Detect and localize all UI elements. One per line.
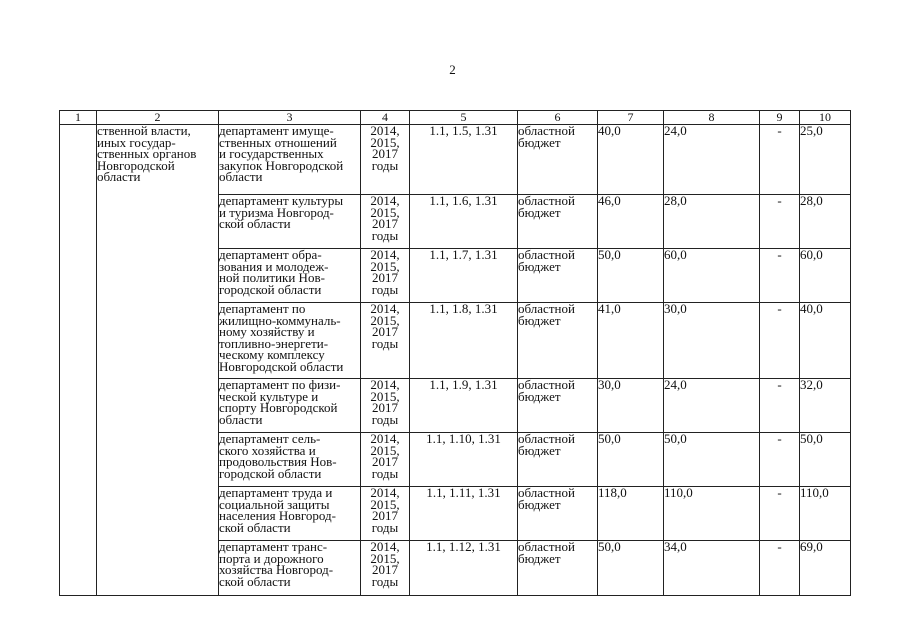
years-line: годы bbox=[371, 335, 399, 351]
years-line: годы bbox=[371, 465, 399, 481]
funding-source-cell bbox=[518, 195, 598, 249]
value-col7-cell: 50,0 bbox=[598, 541, 664, 596]
years-line: 2017 bbox=[372, 400, 398, 415]
department-line: городской области bbox=[219, 465, 322, 481]
department-line: городской области bbox=[219, 281, 322, 297]
department-cell bbox=[219, 487, 361, 541]
funding-source-line: областной bbox=[518, 485, 575, 500]
years-line: 2017 bbox=[372, 216, 398, 231]
header-cell-4: 4 bbox=[361, 111, 410, 125]
value-col8-cell: 28,0 bbox=[664, 195, 760, 249]
code-cell: 1.1, 1.9, 1.31 bbox=[410, 379, 518, 433]
funding-source-line: областной bbox=[518, 431, 575, 446]
header-cell-5: 5 bbox=[410, 111, 518, 125]
code-cell: 1.1, 1.12, 1.31 bbox=[410, 541, 518, 596]
department-line: ческой культуре и bbox=[219, 388, 319, 404]
value-col7-cell: 30,0 bbox=[598, 379, 664, 433]
funding-source-cell bbox=[518, 541, 598, 596]
department-line: ной политики Нов- bbox=[219, 270, 325, 285]
department-line: ского хозяйства и bbox=[219, 442, 316, 458]
authority-line: иных государ- bbox=[97, 134, 176, 150]
header-cell-6: 6 bbox=[518, 111, 598, 125]
value-col9-cell: - bbox=[760, 487, 800, 541]
value-col8-cell: 50,0 bbox=[664, 433, 760, 487]
years-cell bbox=[361, 195, 410, 249]
years-line: годы bbox=[371, 519, 399, 535]
department-line: департамент сель- bbox=[219, 431, 321, 446]
years-cell bbox=[361, 249, 410, 303]
years-line: 2015, bbox=[370, 496, 400, 512]
funding-source-line: областной bbox=[518, 247, 575, 262]
header-cell-2: 2 bbox=[97, 111, 219, 125]
table-body bbox=[60, 125, 851, 596]
header-cell-8: 8 bbox=[664, 111, 760, 125]
department-line: зования и молодеж- bbox=[219, 258, 329, 274]
years-cell bbox=[361, 541, 410, 596]
years-line: 2015, bbox=[370, 442, 400, 458]
department-line: области bbox=[219, 411, 263, 427]
funding-source-line: областной bbox=[518, 123, 575, 138]
budget-table bbox=[59, 110, 851, 596]
department-line: закупок Новгородской bbox=[219, 157, 344, 173]
years-line: 2017 bbox=[372, 562, 398, 577]
value-col10-cell: 50,0 bbox=[800, 433, 851, 487]
years-line: годы bbox=[371, 573, 399, 589]
years-cell bbox=[361, 433, 410, 487]
funding-source-cell bbox=[518, 303, 598, 379]
department-cell bbox=[219, 249, 361, 303]
department-line: населения Новгород- bbox=[219, 508, 336, 523]
years-line: годы bbox=[371, 281, 399, 297]
value-col9-cell: - bbox=[760, 433, 800, 487]
header-cell-1: 1 bbox=[60, 111, 97, 125]
value-col9-cell: - bbox=[760, 303, 800, 379]
value-col9-cell: - bbox=[760, 541, 800, 596]
header-cell-9: 9 bbox=[760, 111, 800, 125]
header-cell-10: 10 bbox=[800, 111, 851, 125]
funding-source-cell bbox=[518, 487, 598, 541]
department-line: департамент по bbox=[219, 301, 306, 316]
department-line: и государственных bbox=[219, 146, 324, 161]
years-line: 2017 bbox=[372, 454, 398, 469]
value-col10-cell: 110,0 bbox=[800, 487, 851, 541]
value-col9-cell: - bbox=[760, 195, 800, 249]
department-line: ской области bbox=[219, 519, 291, 535]
department-line: департамент обра- bbox=[219, 247, 322, 262]
value-col10-cell: 60,0 bbox=[800, 249, 851, 303]
funding-source-line: областной bbox=[518, 301, 575, 316]
years-line: годы bbox=[371, 157, 399, 173]
header-cell-7: 7 bbox=[598, 111, 664, 125]
header-cell-3: 3 bbox=[219, 111, 361, 125]
col2-merged-cell bbox=[97, 125, 219, 596]
department-line: департамент транс- bbox=[219, 539, 328, 554]
department-cell bbox=[219, 195, 361, 249]
department-line: ческому комплексу bbox=[219, 347, 325, 362]
years-line: 2015, bbox=[370, 204, 400, 220]
department-line: социальной защиты bbox=[219, 496, 330, 512]
department-line: порта и дорожного bbox=[219, 550, 324, 566]
department-line: хозяйства Новгород- bbox=[219, 562, 334, 577]
table-row bbox=[60, 125, 851, 195]
years-line: 2014, bbox=[370, 485, 400, 500]
value-col7-cell: 50,0 bbox=[598, 433, 664, 487]
funding-source-cell bbox=[518, 379, 598, 433]
code-cell: 1.1, 1.6, 1.31 bbox=[410, 195, 518, 249]
department-line: продовольствия Нов- bbox=[219, 454, 337, 469]
value-col10-cell: 40,0 bbox=[800, 303, 851, 379]
col1-merged-cell bbox=[60, 125, 97, 596]
department-cell bbox=[219, 379, 361, 433]
value-col10-cell: 28,0 bbox=[800, 195, 851, 249]
department-line: спорту Новгородской bbox=[219, 400, 338, 415]
years-line: 2014, bbox=[370, 377, 400, 392]
authority-line: области bbox=[97, 169, 141, 184]
funding-source-cell bbox=[518, 249, 598, 303]
years-line: 2015, bbox=[370, 388, 400, 404]
funding-source-cell bbox=[518, 433, 598, 487]
years-line: 2014, bbox=[370, 539, 400, 554]
value-col9-cell: - bbox=[760, 379, 800, 433]
department-line: Новгородской области bbox=[219, 358, 344, 374]
years-line: 2017 bbox=[372, 324, 398, 339]
department-line: ской области bbox=[219, 573, 291, 589]
department-line: департамент культуры bbox=[219, 193, 344, 208]
years-cell bbox=[361, 125, 410, 195]
years-line: 2014, bbox=[370, 431, 400, 446]
value-col7-cell: 40,0 bbox=[598, 125, 664, 195]
years-line: 2017 bbox=[372, 508, 398, 523]
value-col7-cell: 118,0 bbox=[598, 487, 664, 541]
funding-source-line: бюджет bbox=[518, 204, 561, 220]
years-line: 2017 bbox=[372, 270, 398, 285]
years-cell bbox=[361, 303, 410, 379]
authority-line: Новгородской bbox=[97, 157, 175, 173]
department-line: жилищно-коммуналь- bbox=[219, 312, 341, 328]
code-cell: 1.1, 1.8, 1.31 bbox=[410, 303, 518, 379]
value-col7-cell: 46,0 bbox=[598, 195, 664, 249]
value-col9-cell: - bbox=[760, 249, 800, 303]
years-line: 2014, bbox=[370, 301, 400, 316]
department-line: топливно-энергети- bbox=[219, 335, 329, 351]
department-line: и туризма Новгород- bbox=[219, 204, 334, 220]
department-line: департамент труда и bbox=[219, 485, 333, 500]
value-col8-cell: 30,0 bbox=[664, 303, 760, 379]
code-cell: 1.1, 1.5, 1.31 bbox=[410, 125, 518, 195]
page-number: 2 bbox=[449, 62, 456, 77]
years-cell bbox=[361, 379, 410, 433]
years-line: 2014, bbox=[370, 123, 400, 138]
funding-source-cell bbox=[518, 125, 598, 195]
funding-source-line: бюджет bbox=[518, 496, 561, 512]
funding-source-line: бюджет bbox=[518, 388, 561, 404]
years-line: 2017 bbox=[372, 146, 398, 161]
value-col8-cell: 34,0 bbox=[664, 541, 760, 596]
code-cell: 1.1, 1.7, 1.31 bbox=[410, 249, 518, 303]
code-cell: 1.1, 1.11, 1.31 bbox=[410, 487, 518, 541]
years-line: годы bbox=[371, 411, 399, 427]
years-line: 2015, bbox=[370, 258, 400, 274]
value-col10-cell: 32,0 bbox=[800, 379, 851, 433]
value-col8-cell: 24,0 bbox=[664, 379, 760, 433]
years-line: годы bbox=[371, 227, 399, 243]
department-line: области bbox=[219, 169, 263, 184]
value-col8-cell: 24,0 bbox=[664, 125, 760, 195]
department-line: ному хозяйству и bbox=[219, 324, 315, 339]
funding-source-line: бюджет bbox=[518, 550, 561, 566]
years-line: 2014, bbox=[370, 193, 400, 208]
years-line: 2015, bbox=[370, 134, 400, 150]
years-cell bbox=[361, 487, 410, 541]
years-line: 2015, bbox=[370, 550, 400, 566]
department-cell bbox=[219, 433, 361, 487]
funding-source-line: бюджет bbox=[518, 258, 561, 274]
funding-source-line: областной bbox=[518, 193, 575, 208]
value-col8-cell: 110,0 bbox=[664, 487, 760, 541]
value-col7-cell: 50,0 bbox=[598, 249, 664, 303]
value-col8-cell: 60,0 bbox=[664, 249, 760, 303]
department-cell bbox=[219, 303, 361, 379]
department-cell bbox=[219, 541, 361, 596]
years-line: 2015, bbox=[370, 312, 400, 328]
funding-source-line: бюджет bbox=[518, 312, 561, 328]
value-col10-cell: 25,0 bbox=[800, 125, 851, 195]
code-cell: 1.1, 1.10, 1.31 bbox=[410, 433, 518, 487]
authority-line: ственной власти, bbox=[97, 123, 191, 138]
department-line: ской области bbox=[219, 216, 291, 231]
funding-source-line: бюджет bbox=[518, 134, 561, 150]
department-line: ственных отношений bbox=[219, 134, 337, 150]
value-col9-cell: - bbox=[760, 125, 800, 195]
authority-line: ственных органов bbox=[97, 146, 197, 161]
department-line: департамент по физи- bbox=[219, 377, 341, 392]
funding-source-line: областной bbox=[518, 377, 575, 392]
value-col10-cell: 69,0 bbox=[800, 541, 851, 596]
funding-source-line: областной bbox=[518, 539, 575, 554]
funding-source-line: бюджет bbox=[518, 442, 561, 458]
value-col7-cell: 41,0 bbox=[598, 303, 664, 379]
years-line: 2014, bbox=[370, 247, 400, 262]
department-cell bbox=[219, 125, 361, 195]
department-line: департамент имуще- bbox=[219, 123, 334, 138]
